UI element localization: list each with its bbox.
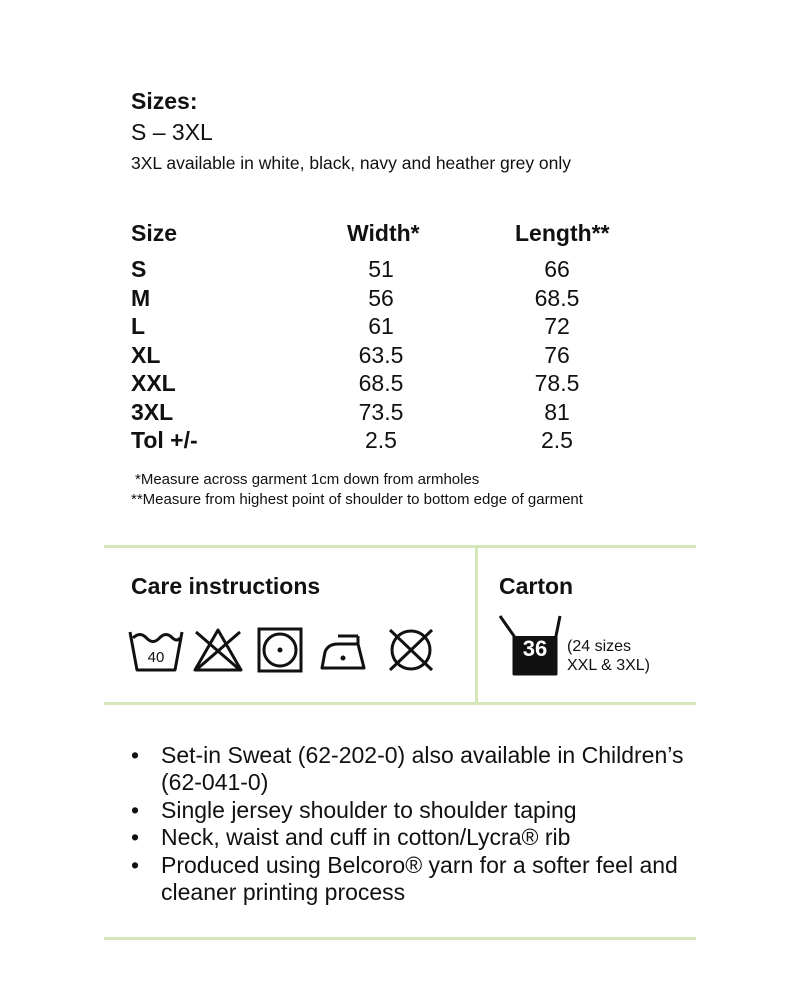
carton-heading: Carton [499,573,574,599]
header-size: Size [131,220,178,246]
list-item: • Set-in Sweat (62-202-0) also available in Children’s (62-041-0) [131,742,691,797]
divider-middle [104,702,696,705]
length-cell: 72 [544,313,570,339]
wash-40-icon [128,626,184,674]
width-cell: 51 [368,256,394,282]
width-cell: 61 [368,313,394,339]
divider-top [104,545,696,548]
divider-vertical [475,546,478,704]
length-cell: 2.5 [541,427,573,453]
sizes-heading: Sizes: [131,88,198,114]
size-cell: XXL [131,370,176,396]
table-row [131,342,651,370]
no-dry-clean-icon [386,626,436,674]
size-cell: S [131,256,147,282]
table-row [131,256,651,284]
length-cell: 66 [544,256,570,282]
length-cell: 81 [544,398,570,425]
length-cell: 68.5 [534,284,580,311]
carton-note-line1: (24 sizes [567,638,632,655]
carton-note-line2: XXL & 3XL) [567,657,651,674]
table-row [131,313,651,341]
header-width: Width* [347,220,420,246]
care-icons [128,626,438,674]
iron-low-icon [318,626,370,674]
list-item: • Neck, waist and cuff in cotton/Lycra® rib [131,824,691,851]
length-cell: 76 [544,341,570,368]
header-length: Length** [515,220,610,246]
size-cell: L [131,313,146,339]
no-bleach-icon [190,626,246,674]
tumble-dry-icon [256,626,304,674]
size-cell: XL [131,341,161,368]
wash-temperature: 40 [147,649,165,666]
feature-list [131,742,691,906]
carton-quantity: 36 [522,636,548,661]
width-cell: 73.5 [358,398,404,425]
width-cell: 56 [368,284,394,311]
sizes-note: 3XL available in white, black, navy and heather grey only [131,153,572,173]
table-row [131,399,651,427]
width-cell: 2.5 [365,427,397,453]
footnote-length: **Measure from highest point of shoulder to bottom edge of garment [131,491,583,508]
footnote-width: *Measure across garment 1cm down from armholes [135,471,480,488]
size-cell: M [131,284,151,311]
sizes-range: S – 3XL [131,119,213,145]
width-cell: 63.5 [358,341,404,368]
length-cell: 78.5 [534,370,580,396]
table-row [131,370,651,398]
width-cell: 68.5 [358,370,404,396]
care-heading: Care instructions [131,573,321,599]
table-row [131,285,651,313]
size-cell: 3XL [131,398,174,425]
size-cell: Tol +/- [131,427,198,453]
list-item: • Single jersey shoulder to shoulder taping [131,797,691,824]
table-row [131,427,651,455]
list-item: • Produced using Belcoro® yarn for a softer feel and cleaner printing process [131,852,691,907]
divider-bottom [104,937,696,940]
